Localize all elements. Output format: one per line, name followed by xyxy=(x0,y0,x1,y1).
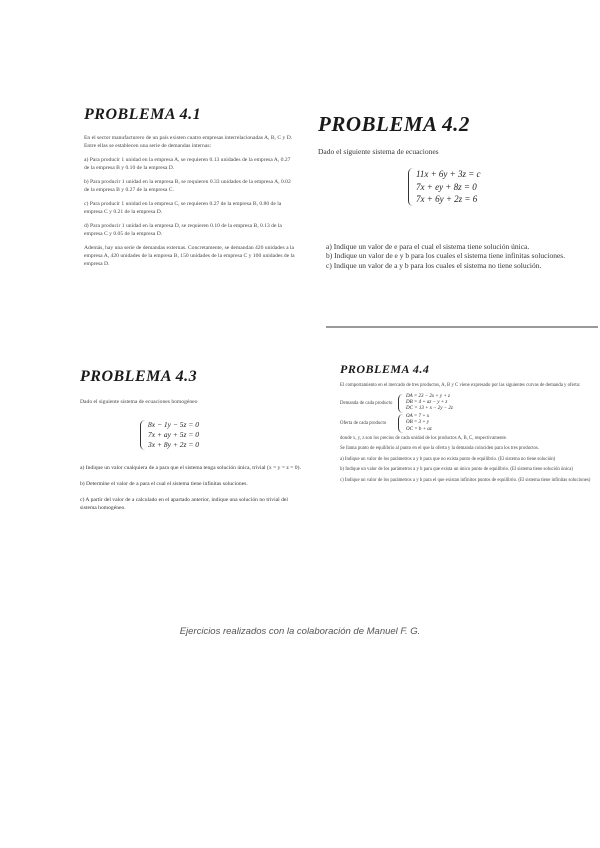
problem-4-2-equation-system xyxy=(408,168,600,206)
problem-4-3-questions xyxy=(80,464,302,512)
equation: DC = 13 + x − 2y − 2z xyxy=(406,406,453,412)
problem-4-4-paragraph: Se llama punto de equilibrio al punto en el que la oferta y la demanda coinciden para los tres productos. xyxy=(340,446,540,452)
problem-4-1-paragraph: d) Para producir 1 unidad en la empresa D, se requieren 0.10 de la empresa B, 0.13 de la empresa C y 0.05 de la empresa D. xyxy=(84,223,282,237)
problem-4-1-paragraph: a) Para producir 1 unidad en la empresa A, se requieren 0.13 unidades de la empresa A, 0.27 de la empresa B y 0.10 de la empresa D. xyxy=(84,157,291,171)
problem-4-2-questions xyxy=(326,242,600,271)
problem-4-1-panel xyxy=(84,106,296,332)
demand-label: Demanda de cada producto xyxy=(340,400,393,406)
equation: OB = 3 + y xyxy=(406,420,430,426)
problem-4-1-paragraph: b) Para producir 1 unidad en la empresa B, se requieren 0.33 unidades de la empresa A, 0.02 de la empresa B y 0.27 de la empresa C. xyxy=(84,179,291,193)
equation: OC = b + az xyxy=(406,426,432,432)
equation: 8x − 1y − 5z = 0 xyxy=(148,420,200,429)
question: c) Indique un valor de a y b para los cuales el sistema no tiene solución. xyxy=(326,260,542,270)
problem-4-3-panel xyxy=(80,368,302,598)
equation: 11x + 6y + 3z = c xyxy=(416,169,481,179)
supply-label: Oferta de cada producto xyxy=(340,420,387,426)
divider-line xyxy=(326,326,598,328)
equation: 7x + 6y + 2z = 6 xyxy=(416,194,478,204)
equation: 3x + 8y + 2z = 0 xyxy=(148,440,200,449)
problem-4-3-title: PROBLEMA 4.3 xyxy=(80,368,198,385)
problem-4-3-equation-system xyxy=(140,420,302,450)
problem-4-1-paragraph: c) Para producir 1 unidad en la empresa C, se requieren 0.27 de la empresa B, 0.80 de la empresa C y 0.21 de la empresa D. xyxy=(84,201,282,215)
brace-symbol xyxy=(140,420,145,450)
brace-symbol xyxy=(408,168,413,206)
problem-4-4-paragraph: donde x, y, z son los precios de cada unidad de los productos A, B, C, respectivamente. xyxy=(340,435,508,441)
problem-4-2-title: PROBLEMA 4.2 xyxy=(318,112,470,136)
equation: 7x + ay + 5z = 0 xyxy=(148,430,200,439)
question: a) Indique un valor cualquiera de a para que el sistema tenga solución única, trivial (x = y = z = 0). xyxy=(80,465,301,471)
supply-row xyxy=(340,414,596,433)
problem-4-3-intro: Dado el siguiente sistema de ecuaciones homogéneo xyxy=(80,399,198,405)
problem-4-4-paragraph: c) Indique un valor de los parámetros a y b para el que existan infinitos puntos de equilibrio. (El sistema tiene infinitas soluciones) xyxy=(340,477,591,483)
equation: DB = 4 + az − y + z xyxy=(406,399,448,405)
question: c) A partir del valor de a calculado en el apartado anterior, indique una solución no trivial del sistema homogéneo. xyxy=(80,497,288,511)
credits-caption: Ejercicios realizados con la colaboración de Manuel F. G. xyxy=(179,626,421,637)
demand-equation-system xyxy=(398,394,453,413)
equation: DA = 23 − 2x + y + z xyxy=(406,393,450,399)
equation: OA = 7 + x xyxy=(406,413,430,419)
supply-equation-system xyxy=(398,414,432,433)
problem-4-1-paragraph: En el sector manufacturero de un país existen cuatro empresas interrelacionadas A, B, C y D. Entre ellas se establecen una serie de demandas internas: xyxy=(84,135,293,149)
demand-row xyxy=(340,394,596,413)
problem-4-2-intro: Dado el siguiente sistema de ecuaciones xyxy=(318,147,439,156)
problem-4-1-title: PROBLEMA 4.1 xyxy=(84,106,202,123)
question: a) Indique un valor de e para el cual el sistema tiene solución única. xyxy=(326,241,530,251)
brace-symbol xyxy=(398,414,403,433)
problem-4-1-paragraph: Además, hay una serie de demandas externas. Concretamente, se demandan 420 unidades a la empresa A, 420 unidades de la empresa B, 150 unidades de la empresa C y 100 unidades de la empresa D. xyxy=(84,245,295,267)
problem-4-4-intro: El comportamiento en el mercado de tres productos, A, B y C viene expresado por las siguientes curvas de demanda y oferta: xyxy=(340,383,581,388)
equation: 7x + ey + 8z = 0 xyxy=(416,181,477,192)
question: b) Determine el valor de a para el cual el sistema tiene infinitas soluciones. xyxy=(80,481,248,487)
problem-4-4-paragraph: a) Indique un valor de los parámetros a y b para que no exista punto de equilibrio. (El sistema no tiene solución) xyxy=(340,456,556,462)
brace-symbol xyxy=(398,394,403,413)
problem-4-4-panel xyxy=(340,362,596,588)
question: b) Indique un valor de e y b para los cuales el sistema tiene infinitas soluciones. xyxy=(326,251,566,260)
problem-4-4-title: PROBLEMA 4.4 xyxy=(340,362,430,376)
problem-4-4-paragraph: b) Indique un valor de los parámetros a y b para que exista un único punto de equilibrio. (El sistema tiene solución única) xyxy=(340,467,573,473)
problem-4-2-panel xyxy=(318,112,600,334)
